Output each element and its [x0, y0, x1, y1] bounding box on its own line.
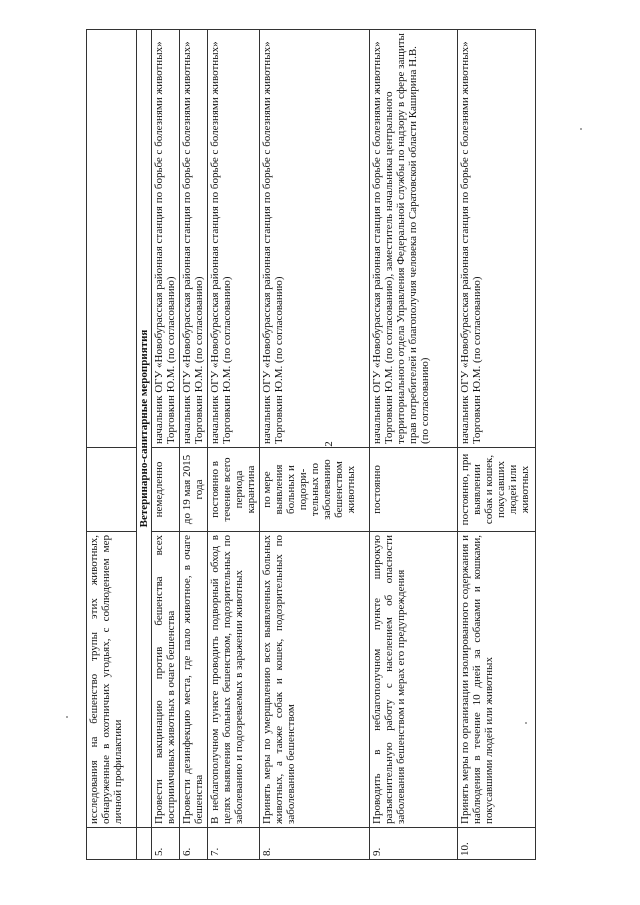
section-title: Ветеринарно-санитарные мероприятия: [137, 30, 152, 828]
row-number: 5.: [152, 828, 180, 860]
row-responsible: начальник ОГУ «Новобурасская районная станция по борьбе с болезнями животных» Торговкин Ю.М. (по согласованию), заместитель начальника центрального территориального отдела Управления Федеральной службы по надзору в сфере защиты прав потребителей и благополучия человека по Саратовской области Каширина Н.В. (по согласованию): [370, 30, 458, 448]
measures-table: [86, 29, 536, 860]
row-action: В неблагополучном пункте проводить подворный обход в целях выявления больных бешенством, подозрительных по заболеванию и подозреваемых в заражении животных: [208, 532, 260, 828]
row-number: 7.: [208, 828, 260, 860]
row-action: Проводить в неблагополучном пункте широкую разъяснительную работу с населением об опасности заболевания бешенством и мерах его предупреждения: [370, 532, 458, 828]
table-cell-action: исследования на бешенство трупы этих животных, обнаруженные в охотничьих угодьях, с соблюдением мер личной профилактики: [87, 532, 137, 828]
table-cell-num: [87, 828, 137, 860]
table-row: [260, 30, 370, 860]
row-deadline: до 19 мая 2015 года: [180, 448, 208, 532]
table-cell-when: [87, 448, 137, 532]
table-cell-responsible: [87, 30, 137, 448]
row-responsible: начальник ОГУ «Новобурасская районная станция по борьбе с болезнями животных» Торговкин Ю.М. (по согласованию): [458, 30, 536, 448]
row-responsible: начальник ОГУ «Новобурасская районная станция по борьбе с болезнями животных» Торговкин Ю.М. (по согласованию): [180, 30, 208, 448]
row-number: 10.: [458, 828, 536, 860]
row-action: Провести вакцинацию против бешенства всех восприимчивых животных в очаге бешенства: [152, 532, 180, 828]
row-deadline: немедленно: [152, 448, 180, 532]
row-action: Принять меры по умерщвлению всех выявленных больных животных, а также собак и кошек, подозрительных по заболеванию бешенством: [260, 532, 370, 828]
row-responsible: начальник ОГУ «Новобурасская районная станция по борьбе с болезнями животных» Торговкин Ю.М. (по согласованию): [208, 30, 260, 448]
row-number: 8.: [260, 828, 370, 860]
row-responsible: начальник ОГУ «Новобурасская районная станция по борьбе с болезнями животных» Торговкин Ю.М. (по согласованию): [152, 30, 180, 448]
row-action: Принять меры по организации изолированного содержания и наблюдения в течение 10 дней за собаками и кошками, покусавшими людей или животных: [458, 532, 536, 828]
table-row: [180, 30, 208, 860]
row-deadline: постоянно в течение всего периода карантина: [208, 448, 260, 532]
row-number: 6.: [180, 828, 208, 860]
table-row: [370, 30, 458, 860]
scan-speck: [525, 722, 527, 724]
row-action: Провести дезинфекцию места, где пало животное, в очаге бешенства: [180, 532, 208, 828]
scan-speck: [66, 716, 68, 718]
row-number: 9.: [370, 828, 458, 860]
table-row: [458, 30, 536, 860]
table-row: [152, 30, 180, 860]
row-deadline: по мере выявления больных и подозри- тельных по заболеванию бешенством животных: [260, 448, 370, 532]
page-number: 2: [322, 441, 335, 447]
row-deadline: постоянно, при выявлении собак и кошек, покусавших людей или животных: [458, 448, 536, 532]
rotated-table-container: [86, 30, 531, 860]
table-row: [208, 30, 260, 860]
table-row-continuation: [87, 30, 137, 860]
scan-speck: [580, 128, 582, 130]
row-responsible: начальник ОГУ «Новобурасская районная станция по борьбе с болезнями животных» Торговкин Ю.М. (по согласованию): [260, 30, 370, 448]
section-header-row: [137, 30, 152, 860]
table-cell-num: [137, 828, 152, 860]
row-deadline: постоянно: [370, 448, 458, 532]
